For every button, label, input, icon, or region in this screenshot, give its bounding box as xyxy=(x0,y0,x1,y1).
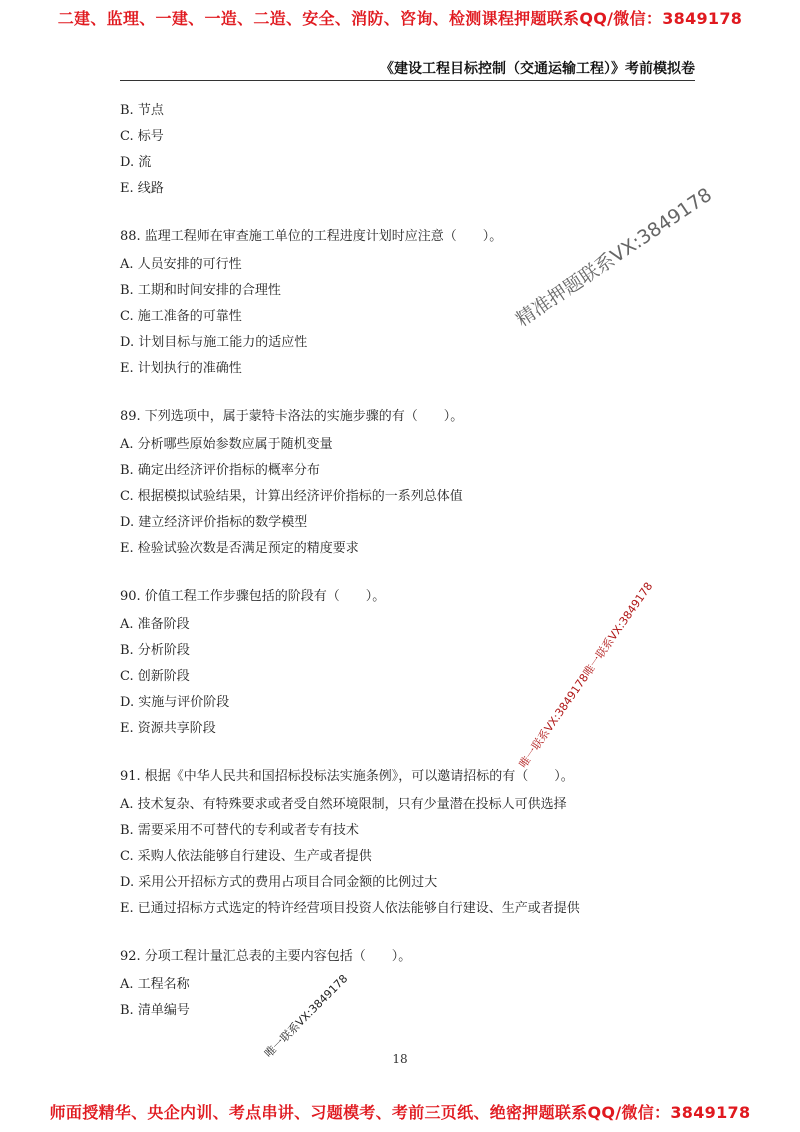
option-e: E. 线路 xyxy=(120,181,164,196)
option-e: E. 检验试验次数是否满足预定的精度要求 xyxy=(120,541,359,556)
question-90 xyxy=(120,582,700,742)
option-c: C. 创新阶段 xyxy=(120,669,190,684)
question-list xyxy=(120,98,700,1024)
page-number: 18 xyxy=(392,1052,408,1066)
option-b: B. 节点 xyxy=(120,103,164,118)
question-stem: 90. 价值工程工作步骤包括的阶段有（ ）。 xyxy=(120,589,386,604)
option-b: B. 确定出经济评价指标的概率分布 xyxy=(120,463,320,478)
page-header-title: 《建设工程目标控制（交通运输工程）》考前模拟卷 xyxy=(380,61,695,77)
option-a: A. 人员安排的可行性 xyxy=(120,257,242,272)
option-d: D. 建立经济评价指标的数学模型 xyxy=(120,515,308,530)
option-a: A. 分析哪些原始参数应属于随机变量 xyxy=(120,437,333,452)
question-89 xyxy=(120,402,700,562)
option-a: A. 准备阶段 xyxy=(120,617,190,632)
option-e: E. 已通过招标方式选定的特许经营项目投资人依法能够自行建设、生产或者提供 xyxy=(120,901,580,916)
watermark-contact: 唯一联系VX:3849178唯一联系VX:3849178 xyxy=(516,579,656,771)
question-92 xyxy=(120,942,700,1024)
top-banner: 二建、监理、一建、一造、二造、安全、消防、咨询、检测课程押题联系QQ/微信：3849178 xyxy=(57,9,743,28)
option-d: D. 采用公开招标方式的费用占项目合同金额的比例过大 xyxy=(120,875,438,890)
question-stem: 88. 监理工程师在审查施工单位的工程进度计划时应注意（ ）。 xyxy=(120,229,503,244)
watermark-contact: 精准押题联系VX:3849178 xyxy=(512,183,716,332)
option-c: C. 采购人依法能够自行建设、生产或者提供 xyxy=(120,849,372,864)
option-b: B. 工期和时间安排的合理性 xyxy=(120,283,281,298)
option-c: C. 施工准备的可靠性 xyxy=(120,309,242,324)
option-d: D. 计划目标与施工能力的适应性 xyxy=(120,335,308,350)
question-stem: 89. 下列选项中，属于蒙特卡洛法的实施步骤的有（ ）。 xyxy=(120,409,464,424)
option-a: A. 工程名称 xyxy=(120,977,190,992)
question-87-continued xyxy=(120,98,700,202)
option-b: B. 清单编号 xyxy=(120,1003,190,1018)
option-d: D. 流 xyxy=(120,155,152,170)
option-d: D. 实施与评价阶段 xyxy=(120,695,230,710)
question-stem: 91. 根据《中华人民共和国招标投标法实施条例》，可以邀请招标的有（ ）。 xyxy=(120,769,574,784)
option-e: E. 资源共享阶段 xyxy=(120,721,216,736)
option-e: E. 计划执行的准确性 xyxy=(120,361,242,376)
option-c: C. 根据模拟试验结果，计算出经济评价指标的一系列总体值 xyxy=(120,489,463,504)
header-divider xyxy=(120,80,695,81)
question-stem: 92. 分项工程计量汇总表的主要内容包括（ ）。 xyxy=(120,949,412,964)
watermark-contact: 唯一联系VX:3849178 xyxy=(262,972,351,1061)
bottom-banner: 师面授精华、央企内训、考点串讲、习题模考、考前三页纸、绝密押题联系QQ/微信：3849178 xyxy=(49,1103,751,1122)
option-b: B. 分析阶段 xyxy=(120,643,190,658)
option-b: B. 需要采用不可替代的专利或者专有技术 xyxy=(120,823,359,838)
option-a: A. 技术复杂、有特殊要求或者受自然环境限制，只有少量潜在投标人可供选择 xyxy=(120,797,567,812)
question-91 xyxy=(120,762,700,922)
option-c: C. 标号 xyxy=(120,129,164,144)
